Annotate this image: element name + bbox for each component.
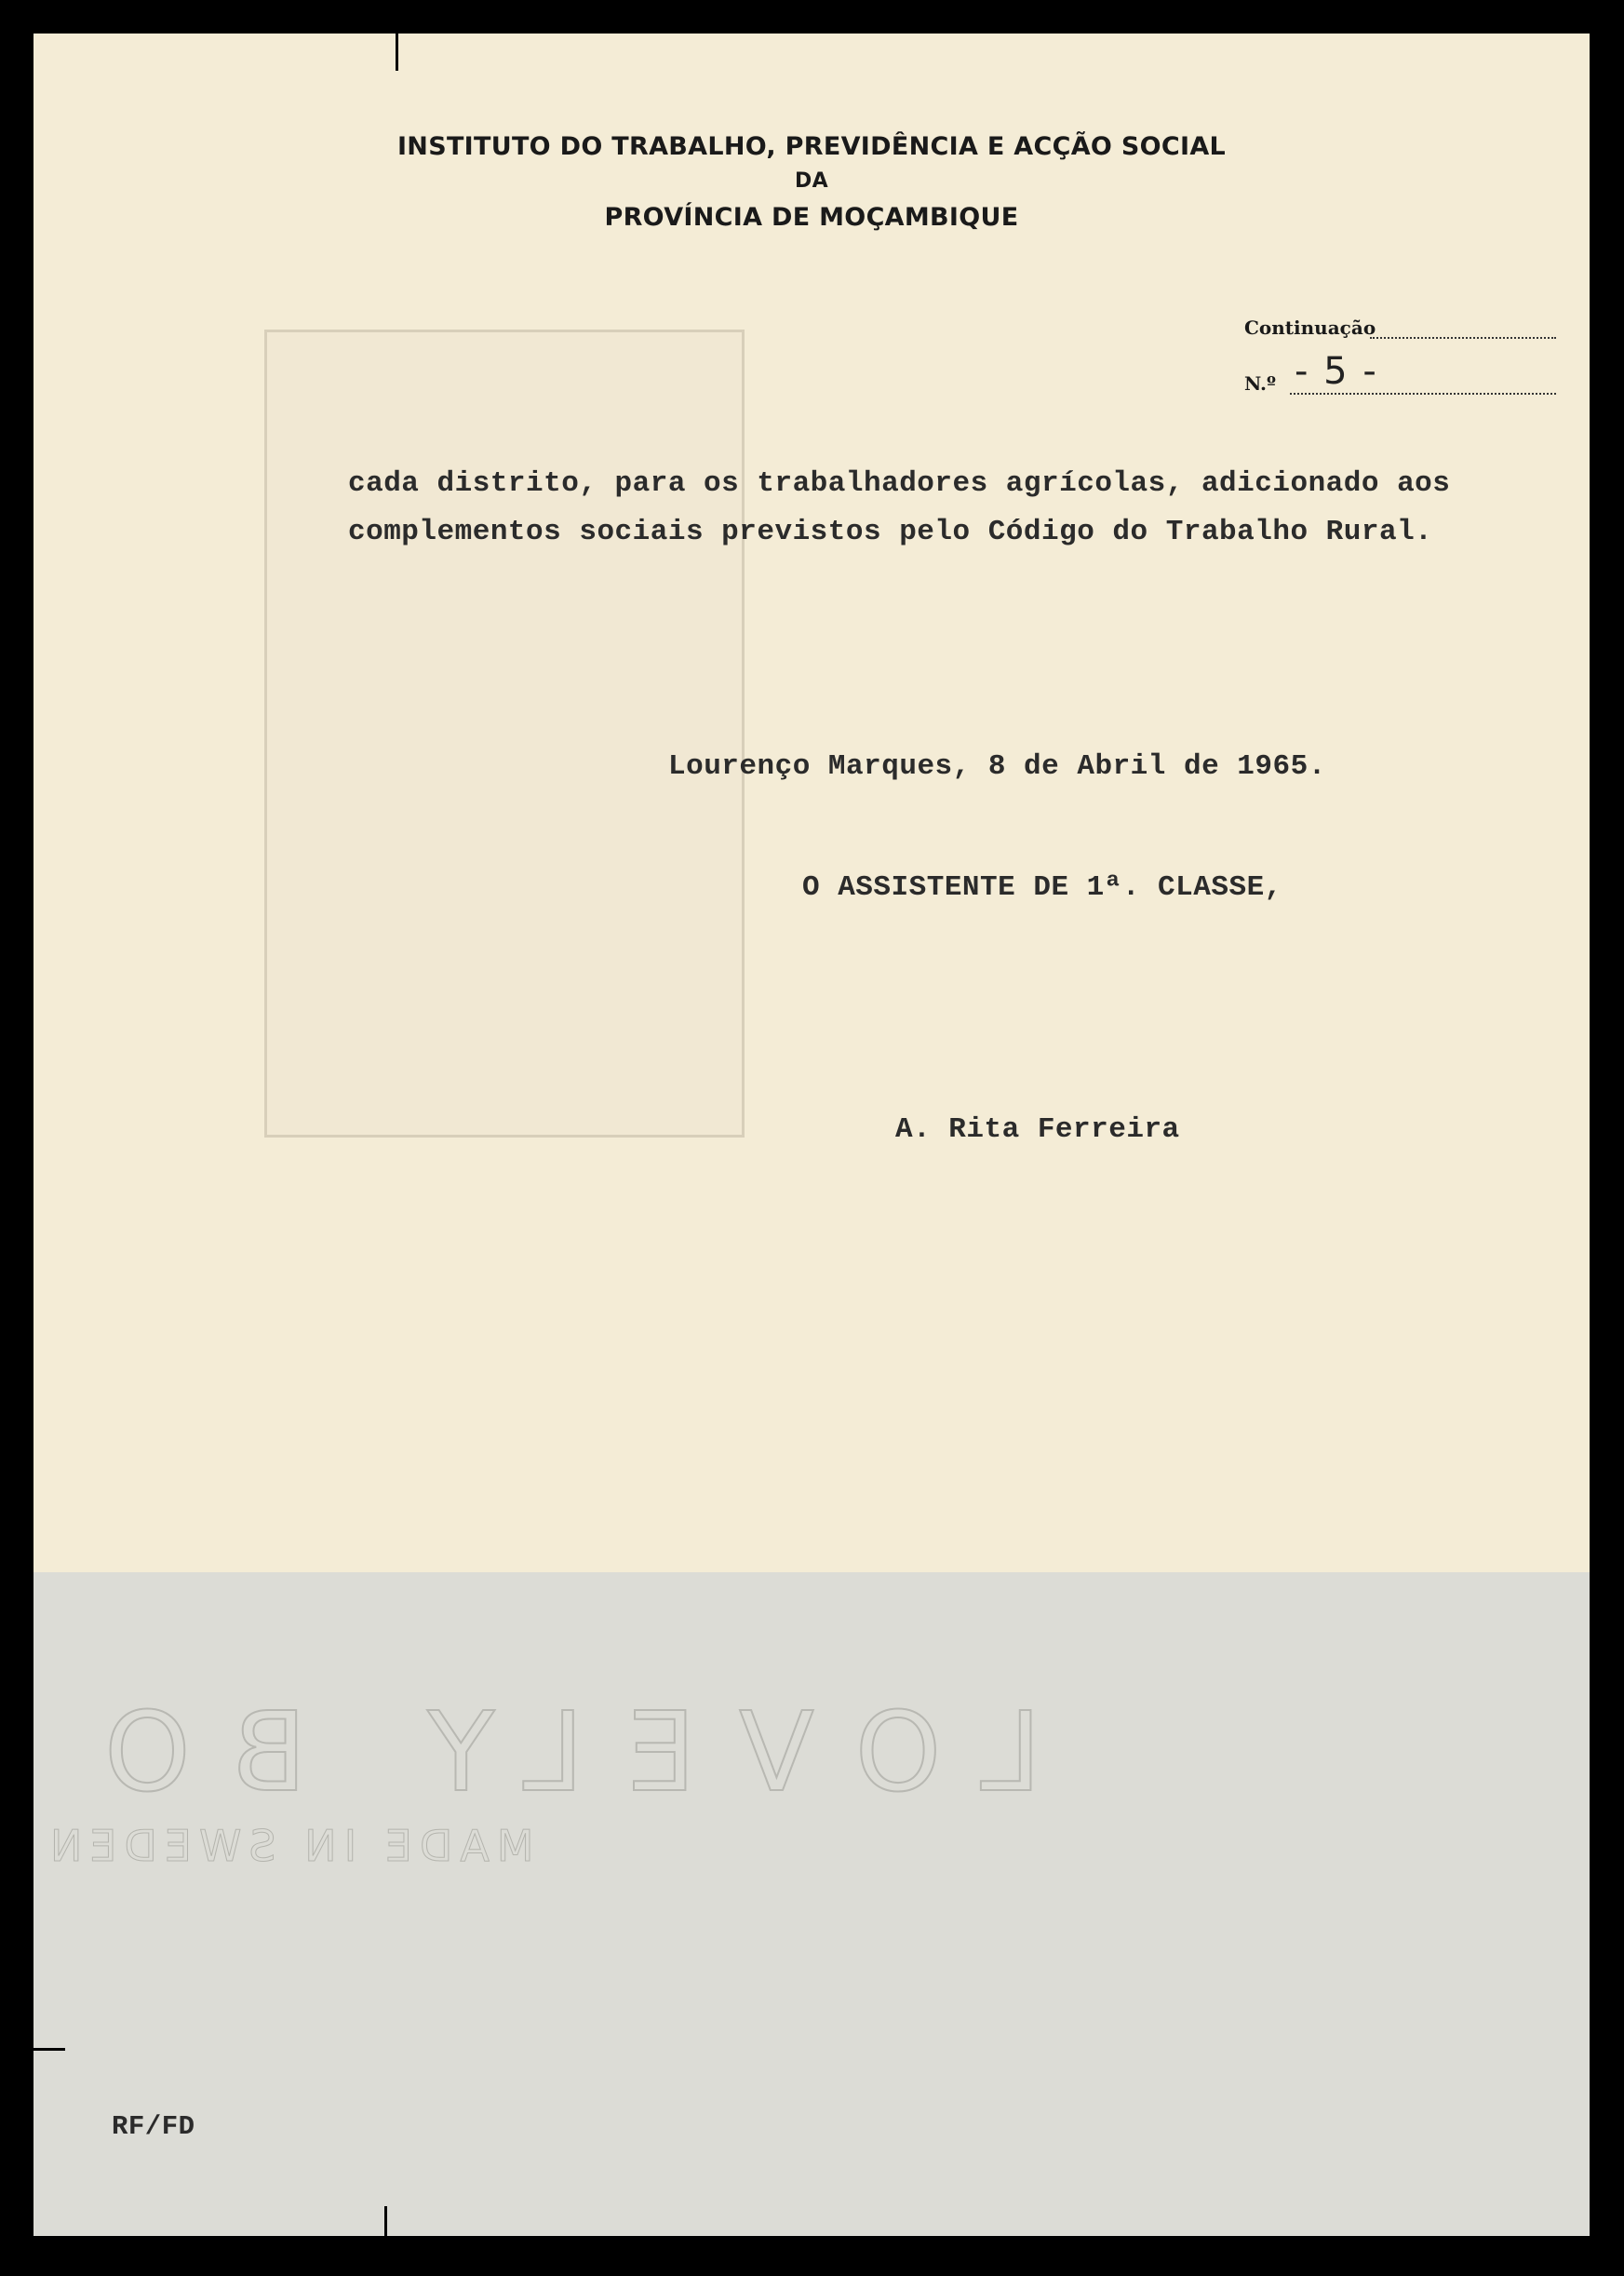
- watermark-brand: LOVELY BO: [61, 1688, 1042, 1816]
- body-line-2: complementos sociais previstos pelo Código do Trabalho Rural.: [348, 516, 1433, 548]
- watermark-origin: MADE IN SWEDEN: [43, 1821, 534, 1871]
- institution-name: INSTITUTO DO TRABALHO, PREVIDÊNCIA E ACÇÃO SOCIAL: [396, 132, 1227, 161]
- province-name: PROVÍNCIA DE MOÇAMBIQUE: [604, 203, 1019, 232]
- typist-initials: RF/FD: [112, 2111, 195, 2142]
- edge-mark-left: [34, 2048, 65, 2051]
- institution-connector: DA: [795, 169, 828, 193]
- page-number-label: N.º: [1244, 372, 1276, 395]
- edge-mark-bottom: [384, 2206, 387, 2243]
- page-number-line: [1290, 393, 1556, 395]
- document-page: [34, 34, 1590, 2236]
- continuation-line: [1370, 337, 1556, 339]
- body-line-1: cada distrito, para os trabalhadores agrícolas, adicionado aos: [348, 467, 1451, 500]
- place-date: Lourenço Marques, 8 de Abril de 1965.: [668, 750, 1326, 783]
- signatory-title: O ASSISTENTE DE 1ª. CLASSE,: [802, 871, 1282, 904]
- paper-lower-band: [34, 1572, 1590, 2236]
- show-through-table: [264, 330, 745, 1138]
- signatory-name: A. Rita Ferreira: [895, 1113, 1180, 1146]
- continuation-label: Continuação: [1244, 316, 1376, 339]
- edge-mark-top: [396, 34, 398, 71]
- page-number: - 5 -: [1295, 350, 1378, 393]
